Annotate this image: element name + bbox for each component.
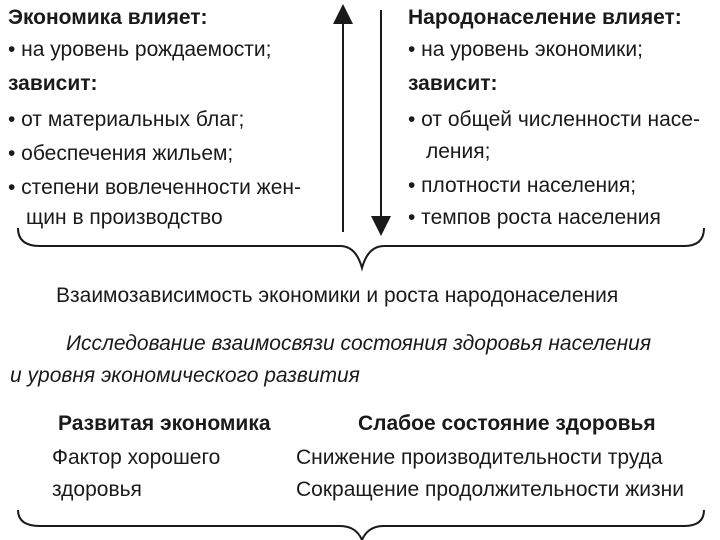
- table-right-line: Сокращение продолжительности жизни: [296, 478, 684, 501]
- table-right-line: Снижение производительности труда: [296, 446, 663, 469]
- left-influences-header: Экономика влияет:: [8, 6, 208, 29]
- top-brace: [18, 228, 704, 268]
- table-right-header: Слабое состояние здоровья: [358, 412, 656, 435]
- right-depends-item: • темпов роста населения: [408, 206, 661, 229]
- left-depends-item: щин в производство: [26, 206, 223, 229]
- left-influences-item: • на уровень рождаемости;: [8, 38, 272, 61]
- right-depends-item: • плотности населения;: [408, 174, 637, 197]
- right-influences-item: • на уровень экономики;: [408, 38, 643, 61]
- table-left-line: здоровья: [52, 478, 142, 501]
- right-influences-header: Народонаселение влияет:: [408, 6, 682, 29]
- bottom-brace: [18, 510, 704, 540]
- left-depends-item: • обеспечения жильем;: [8, 142, 234, 165]
- left-depends-header: зависит:: [8, 72, 98, 95]
- left-depends-item: • от материальных благ;: [8, 108, 245, 131]
- table-left-line: Фактор хорошего: [52, 446, 221, 469]
- right-depends-item: • от общей численности насе-: [408, 108, 700, 131]
- study-title-line2: и уровня экономического развития: [10, 364, 360, 387]
- study-title-line1: Исследование взаимосвязи состояния здоровья населения: [66, 332, 652, 355]
- left-depends-item: • степени вовлеченности жен-: [8, 176, 301, 199]
- table-left-header: Развитая экономика: [58, 412, 271, 435]
- diagram-caption: Взаимозависимость экономики и роста народонаселения: [56, 284, 619, 307]
- right-depends-item: ления;: [426, 140, 491, 163]
- right-depends-header: зависит:: [408, 72, 498, 95]
